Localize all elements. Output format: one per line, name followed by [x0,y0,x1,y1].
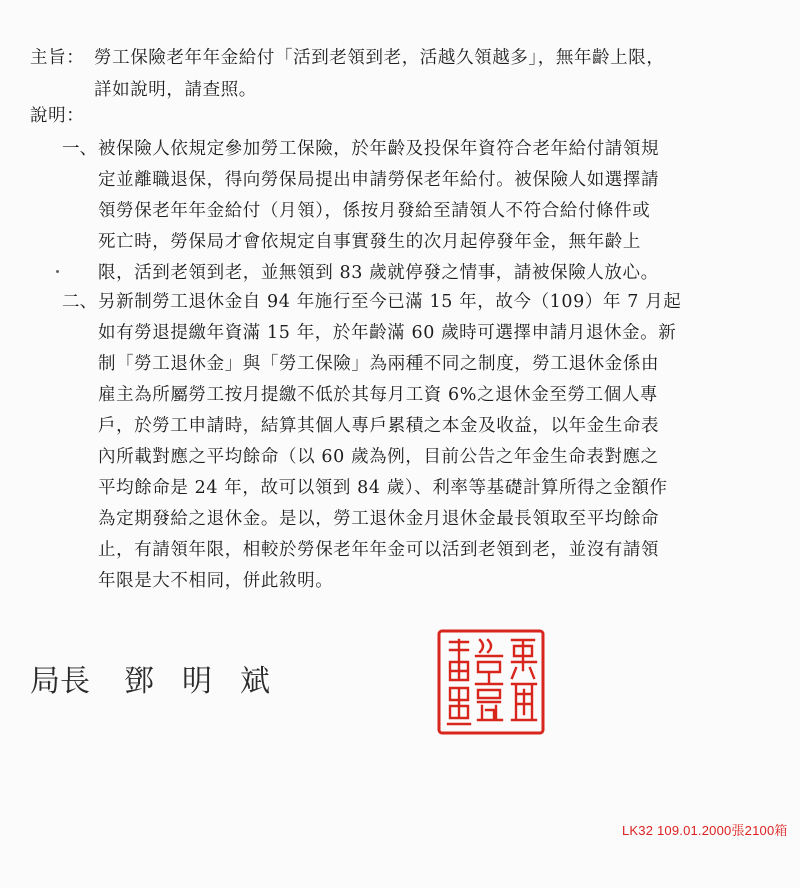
signature-block [30,656,298,700]
item-2-line: 內所載對應之平均餘命（以 60 歲為例，目前公告之年金生命表對應之 [98,447,659,467]
item-1-line: 領勞保老年年金給付（月領），係按月發給至請領人不符合給付條件或 [98,201,651,221]
item-2-line: 如有勞退提繳年資滿 15 年，於年齡滿 60 歲時可選擇申請月退休金。新 [98,323,677,343]
official-seal-icon [436,628,546,736]
item-1-line: 限，活到老領到老，並無領到 83 歲就停發之情事，請被保險人放心。 [98,263,659,283]
item-2-line: 止，有請領年限，相較於勞保老年年金可以活到老領到老，並沒有請領 [98,540,660,560]
signer-name-char: 斌 [240,664,270,699]
item-number-1: 一、 [62,139,97,159]
subject-text-line-1: 勞工保險老年年金給付「活到老領到老，活越久領越多」，無年齡上限， [94,48,665,68]
signer-title: 局長 [30,664,90,699]
explanation-label: 說明： [30,106,85,126]
item-number-2: 二、 [62,292,97,312]
item-1-line: 死亡時，勞保局才會依規定自事實發生的次月起停發年金，無年齡上 [98,232,641,252]
item-2-line: 年限是大不相同，併此敘明。 [98,571,334,591]
item-1-line: 定並離職退保，得向勞保局提出申請勞保老年給付。被保險人如選擇請 [98,170,660,190]
item-2-line: 戶，於勞工申請時，結算其個人專戶累積之本金及收益，以年金生命表 [98,416,660,436]
subject-label: 主旨： [30,48,85,68]
item-2-line: 制「勞工退休金」與「勞工保險」為兩種不同之制度，勞工退休金係由 [98,354,660,374]
signer-name-char: 明 [182,664,212,699]
signer-name-char: 鄧 [124,664,154,699]
footer-print-code: LK32 109.01.2000張2100箱 [622,823,788,838]
item-2-line: 為定期發給之退休金。是以，勞工退休金月退休金最長領取至平均餘命 [98,509,660,529]
item-2-line: 雇主為所屬勞工按月提繳不低於其每月工資 6%之退休金至勞工個人專 [98,385,659,405]
subject-text-line-2: 詳如說明，請查照。 [94,80,257,100]
item-2-line: 另新制勞工退休金自 94 年施行至今已滿 15 年，故今（109）年 7 月起 [98,292,682,312]
scan-speck [56,270,59,273]
item-2-line: 平均餘命是 24 年，故可以領到 84 歲）、利率等基礎計算所得之金額作 [98,478,668,498]
item-1-line: 被保險人依規定參加勞工保險，於年齡及投保年資符合老年給付請領規 [98,139,660,159]
